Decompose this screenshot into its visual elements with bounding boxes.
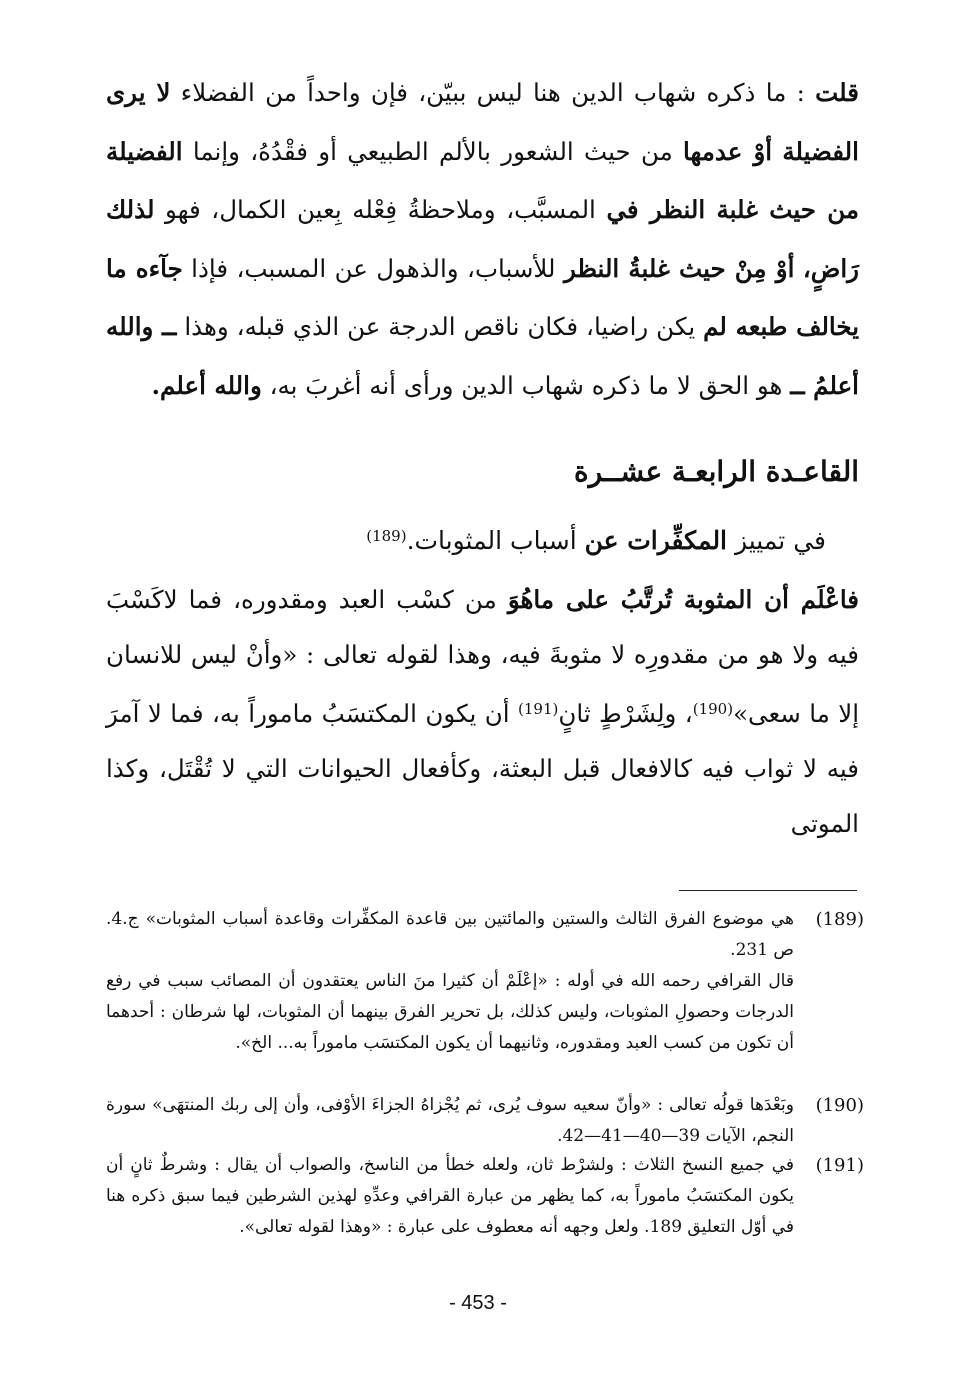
text-run: هو الحق لا ما ذكره شهاب الدين ورأى أنه أغربَ به،: [269, 370, 783, 400]
footnote-text: في جميع النسخ الثلاث : ولشرْط ثان، ولعله خطأ من الناسخ، والصواب أن يقال : وشرطٌ ثانٍ أن يكون المكتسَبُ ماموراً به، كما يظهر من عبارة القرافي وعدِّهِ لهذين الشرطين فيما سبق ذكره هنا في أوّل التعليق 189. ولعل وجهه أنه معطوف على عبارة : «وهذا لقوله تعالى».: [106, 1155, 794, 1237]
footnote-ref-189[interactable]: (189): [366, 527, 407, 545]
page-number: - 453 -: [449, 1292, 507, 1314]
footnote-ref-191[interactable]: (191): [518, 700, 559, 718]
footnote-189: [106, 904, 864, 1059]
bold-phrase: جآءه ما يخالف طبعه لم: [106, 253, 860, 341]
footnote-separator: [679, 890, 857, 891]
text-run: : ما ذكره شهاب الدين هنا ليس ببيّن، فإن واحداً من الفضلاء: [180, 78, 805, 107]
section-heading: القاعـدة الرابعـة عشــرة: [573, 455, 859, 488]
bold-phrase: لا يرى الفضيلة: [106, 78, 859, 166]
bold-phrase: أوْ مِنْ حيث غلبةُ النظر: [563, 253, 795, 283]
bold-phrase: أوْ عدمها: [683, 136, 773, 166]
text-run: المسبَّب، وملاحظةُ فِعْله بِعين الكمال، فهو: [165, 195, 596, 224]
bold-phrase: ــ والله أعلمُ ــ: [106, 312, 859, 400]
footnote-number: (190): [815, 1095, 864, 1116]
body-line: [106, 572, 859, 851]
text-run: للأسباب، والذهول عن المسبب، فإذا: [191, 253, 556, 283]
footnote-number: (189): [815, 909, 864, 930]
main-line: [106, 64, 859, 415]
text-run: يكن راضيا، فكان ناقص الدرجة عن الذي قبله، وهذا: [184, 312, 696, 341]
footnote-text: هي موضوع الفرق الثالث والستين والمائتين بين قاعدة المكفِّرات وقاعدة أسباب المثوبات» ج.4. ص 231.: [106, 909, 794, 960]
bold-phrase: فاعْلَم أن المثوبة تُرتَّبُ على ماهُوَ: [507, 585, 859, 614]
footnote-ref-190[interactable]: (190): [692, 700, 734, 718]
text-run: من حيث الشعور بالألم الطبيعي أو فقْدُهُ، وإنما: [192, 136, 673, 166]
bold-phrase: والله أعلم.: [151, 370, 262, 400]
footnote-text: قال القرافي رحمه الله في أوله : «إعْلَمْ أن كثيرا منَ الناس يعتقدون أن المصائب سبب في رفع الدرجات وحصولِ المثوبات، وليس كذلك، بل تحرير الفرق بينهما أن المثوبات، لها شرطان : أحدهما أن تكون من كسب العبد ومقدوره، وثانيهما أن يكون المكتسَب ماموراً به... الخ».: [106, 971, 794, 1053]
text-run: من كسْب العبد ومقدوره، فما لاكَسْبَ فيه ولا هو من مقدورِه لا مثوبةَ فيه، وهذا لقوله تعالى : «وأنْ ليس للانسان إلا ما سعى»: [106, 585, 860, 728]
bold-phrase: لذلك رَاضٍ،: [106, 195, 859, 283]
footnote-190: [106, 1090, 864, 1152]
footnote-text: وبَعْدَها قولُه تعالى : «وأنّ سعيه سوف يُرى، ثم يُجْزاهُ الجزاءَ الأوْفى، وأن إلى ربك المنتهَى» سورة النجم، الآيات 39—40—41—42.: [106, 1095, 794, 1146]
bold-phrase: قلت: [815, 78, 859, 107]
text-run: ، ولِشَرْطٍ ثانٍ: [558, 699, 693, 728]
bold-phrase: الفضيلة من حيث غلبة النظر في: [106, 136, 859, 224]
text-run: أن يكون المكتسَبُ ماموراً به، فما لا آمرَ فيه لا ثواب فيه كالافعال قبل البعثة، وكأفعال الحيوانات التي لا تُقْتَل، وكذا الموتى: [106, 699, 859, 838]
subheading-text: في تمييز: [734, 526, 826, 555]
subheading-bold: المكفِّرات عن: [584, 526, 728, 555]
section-subheading: [366, 516, 826, 561]
subheading-text: أسباب المثوبات.: [406, 526, 577, 555]
footnote-191: [106, 1150, 864, 1243]
main-paragraph: [106, 64, 859, 415]
body-paragraph: [106, 572, 859, 851]
footnote-number: (191): [815, 1155, 864, 1176]
